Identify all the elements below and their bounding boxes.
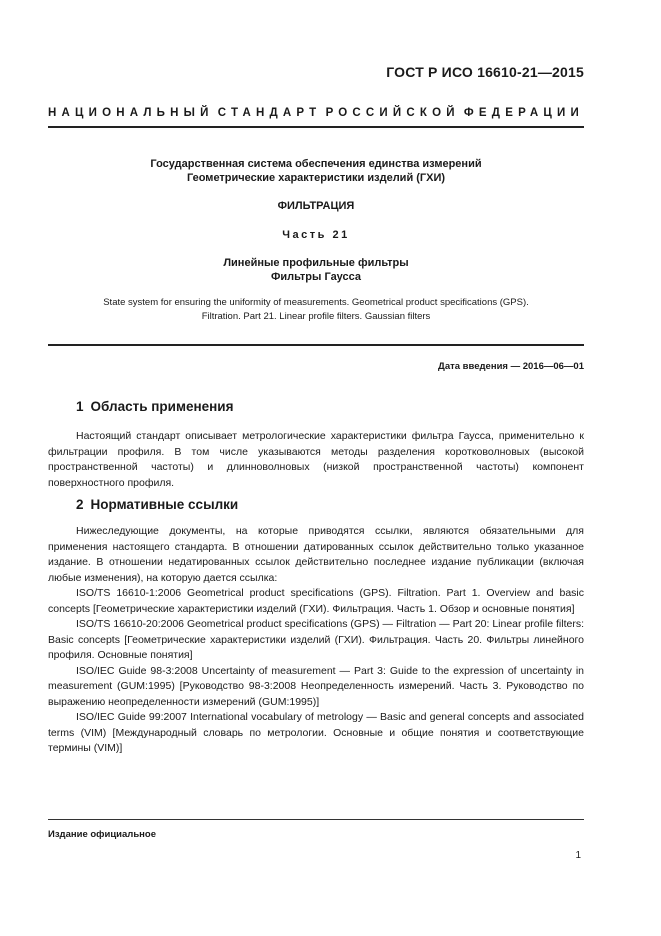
english-title-line-2: Filtration. Part 21. Linear profile filters. Gaussian filters	[201, 311, 431, 322]
title-topic: ФИЛЬТРАЦИЯ	[277, 200, 355, 212]
title-line-2: Геометрические характеристики изделий (ГХИ)	[186, 172, 446, 184]
page-number: 1	[575, 850, 581, 861]
section-number: 2	[76, 497, 84, 512]
reference-item: ISO/IEC Guide 98-3:2008 Uncertainty of measurement — Part 3: Guide to the expression of uncertainty in measurement (GUM:1995) [Руководство 98-3:2008 Неопределенность измерений. Часть 3. Руководство по выражению неопределенности измерений (GUM:1995)]	[48, 664, 584, 708]
title-divider	[48, 344, 584, 346]
banner-word: РОССИЙСКОЙ	[325, 107, 460, 119]
banner-word: НАЦИОНАЛЬНЫЙ	[48, 107, 214, 119]
reference-item: ISO/TS 16610-1:2006 Geometrical product specifications (GPS). Filtration. Part 1. Overview and basic concepts [Геометрические характеристики изделий (ГХИ). Фильтрация. Часть 1. Обзор и основные понятия]	[48, 587, 584, 615]
section-1-heading	[76, 399, 233, 414]
edition-label: Издание официальное	[48, 829, 156, 840]
reference-item: ISO/TS 16610-20:2006 Geometrical product specifications (GPS) — Filtration — Part 20: Linear profile filters: Basic concepts [Геометрические характеристики изделий (ГХИ). Фильтрация. Часть 20. Фильтры линейного профиля. Основные понятия]	[48, 618, 584, 661]
paragraph: Нижеследующие документы, на которые приводятся ссылки, являются обязательными для применения настоящего стандарта. В отношении датированных ссылок действительно только указанное издание. В отношении недатированных ссылок действительно последнее издание публикации (включая любые изменения), на которую дается ссылка:	[48, 525, 584, 584]
title-lines	[48, 157, 584, 185]
banner-word: СТАНДАРТ	[217, 107, 322, 119]
english-title-line-1: State system for ensuring the uniformity of measurements. Geometrical product specifications (GPS).	[103, 297, 529, 308]
section-number: 1	[76, 399, 84, 414]
section-2-body	[48, 524, 584, 757]
section-1-body	[48, 429, 584, 491]
subtitle-line-2: Фильтры Гаусса	[270, 271, 362, 283]
subtitle-lines	[48, 256, 584, 284]
national-standard-banner	[48, 107, 584, 119]
title-line-1: Государственная система обеспечения единства измерений	[150, 158, 482, 170]
paragraph: Настоящий стандарт описывает метрологические характеристики фильтра Гаусса, применительно к фильтрации профиля. В том числе указываются методы разделения коротковолновых (высокой пространственной частоты) и длинноволновых (низкой пространственной частоты) компонент поверхностного профиля.	[48, 430, 584, 489]
footer-divider	[48, 819, 584, 820]
subtitle-line-1: Линейные профильные фильтры	[223, 257, 409, 269]
top-divider	[48, 126, 584, 128]
standard-code: ГОСТ Р ИСО 16610-21—2015	[386, 64, 584, 80]
english-title	[48, 296, 584, 324]
section-title: Область применения	[90, 399, 234, 414]
title-part: Часть 21	[282, 229, 350, 241]
section-2-heading	[76, 497, 238, 512]
section-title: Нормативные ссылки	[90, 497, 239, 512]
banner-word: ФЕДЕРАЦИИ	[463, 107, 584, 119]
introduction-date: Дата введения — 2016—06—01	[438, 361, 584, 372]
reference-item: ISO/IEC Guide 99:2007 International vocabulary of metrology — Basic and general concepts and associated terms (VIM) [Международный словарь по метрологии. Основные и общие понятия и соответствующие термины (VIM)]	[48, 711, 584, 754]
